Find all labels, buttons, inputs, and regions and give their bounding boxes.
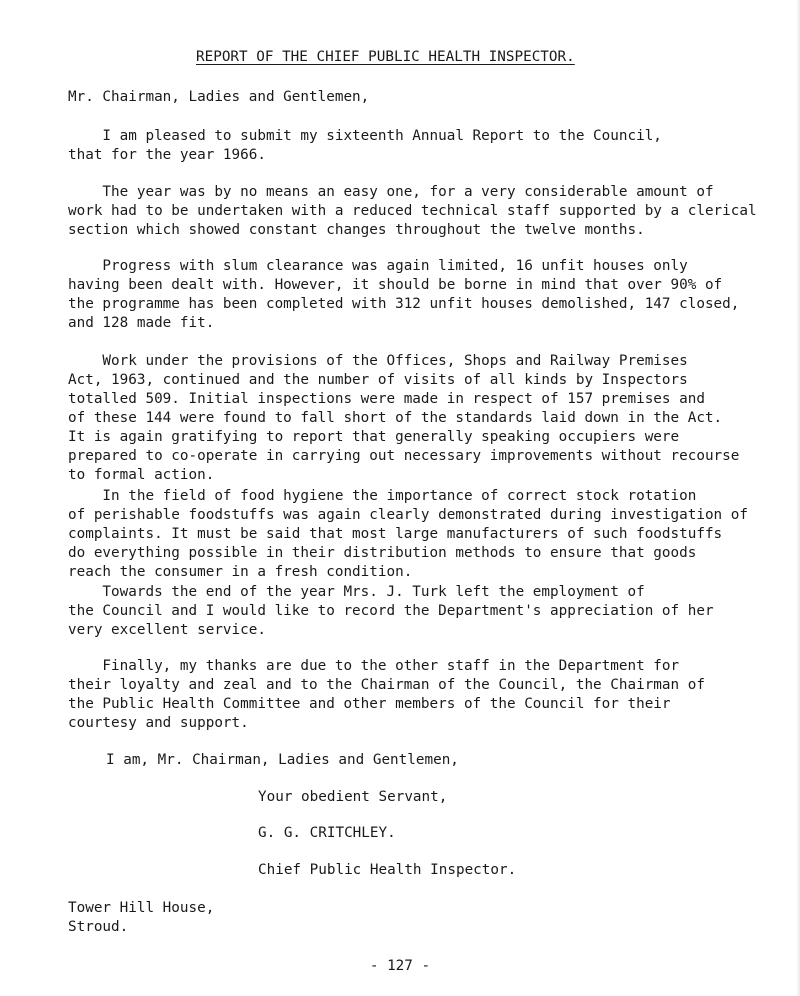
paragraph-line: In the field of food hygiene the importance of correct stock rotation xyxy=(68,488,697,504)
closing-servant: Your obedient Servant, xyxy=(258,789,448,805)
paragraph-line: do everything possible in their distribution methods to ensure that goods xyxy=(68,545,697,561)
address-line-2: Stroud. xyxy=(68,919,129,935)
paragraph-line: that for the year 1966. xyxy=(68,147,266,163)
paragraph-line: of perishable foodstuffs was again clearly demonstrated during investigation of xyxy=(68,507,748,523)
paragraph-3 xyxy=(68,257,768,333)
paragraph-line: having been dealt with. However, it should be borne in mind that over 90% of xyxy=(68,277,723,293)
paragraph-line: Progress with slum clearance was again limited, 16 unfit houses only xyxy=(68,258,688,274)
paragraph-line: totalled 509. Initial inspections were made in respect of 157 premises and xyxy=(68,391,705,407)
page-edge-shadow xyxy=(796,0,800,996)
paragraph-line: their loyalty and zeal and to the Chairman of the Council, the Chairman of xyxy=(68,677,705,693)
paragraph-line: It is again gratifying to report that generally speaking occupiers were xyxy=(68,429,680,445)
paragraph-5 xyxy=(68,487,768,582)
paragraph-line: Towards the end of the year Mrs. J. Turk left the employment of xyxy=(68,584,645,600)
page-number: - 127 - xyxy=(369,958,431,974)
paragraph-line: I am pleased to submit my sixteenth Annual Report to the Council, xyxy=(68,128,662,144)
paragraph-4 xyxy=(68,352,768,485)
paragraph-6 xyxy=(68,583,768,640)
paragraph-line: very excellent service. xyxy=(68,622,266,638)
paragraph-line: prepared to co-operate in carrying out necessary improvements without recourse xyxy=(68,448,740,464)
paragraph-line: the programme has been completed with 312 unfit houses demolished, 147 closed, xyxy=(68,296,740,312)
paragraph-line: to formal action. xyxy=(68,467,215,483)
address-line-1: Tower Hill House, xyxy=(68,900,215,916)
signatory-name: G. G. CRITCHLEY. xyxy=(258,825,396,841)
paragraph-1 xyxy=(68,127,768,165)
paragraph-line: the Public Health Committee and other members of the Council for their xyxy=(68,696,671,712)
paragraph-2 xyxy=(68,183,768,240)
paragraph-line: work had to be undertaken with a reduced technical staff supported by a clerical xyxy=(68,203,757,219)
paragraph-line: Finally, my thanks are due to the other staff in the Department for xyxy=(68,658,680,674)
paragraph-line: the Council and I would like to record the Department's appreciation of her xyxy=(68,603,714,619)
salutation: Mr. Chairman, Ladies and Gentlemen, xyxy=(68,89,370,105)
signatory-role: Chief Public Health Inspector. xyxy=(258,862,517,878)
paragraph-line: of these 144 were found to fall short of the standards laid down in the Act. xyxy=(68,410,723,426)
paragraph-line: and 128 made fit. xyxy=(68,315,215,331)
paragraph-7 xyxy=(68,657,768,733)
closing-line: I am, Mr. Chairman, Ladies and Gentlemen, xyxy=(106,752,459,768)
paragraph-line: complaints. It must be said that most large manufacturers of such foodstuffs xyxy=(68,526,723,542)
report-title: REPORT OF THE CHIEF PUBLIC HEALTH INSPECTOR. xyxy=(196,49,575,65)
paragraph-line: reach the consumer in a fresh condition. xyxy=(68,564,413,580)
paragraph-line: courtesy and support. xyxy=(68,715,249,731)
paragraph-line: Work under the provisions of the Offices, Shops and Railway Premises xyxy=(68,353,688,369)
paragraph-line: section which showed constant changes throughout the twelve months. xyxy=(68,222,645,238)
paragraph-line: Act, 1963, continued and the number of visits of all kinds by Inspectors xyxy=(68,372,688,388)
paragraph-line: The year was by no means an easy one, for a very considerable amount of xyxy=(68,184,714,200)
